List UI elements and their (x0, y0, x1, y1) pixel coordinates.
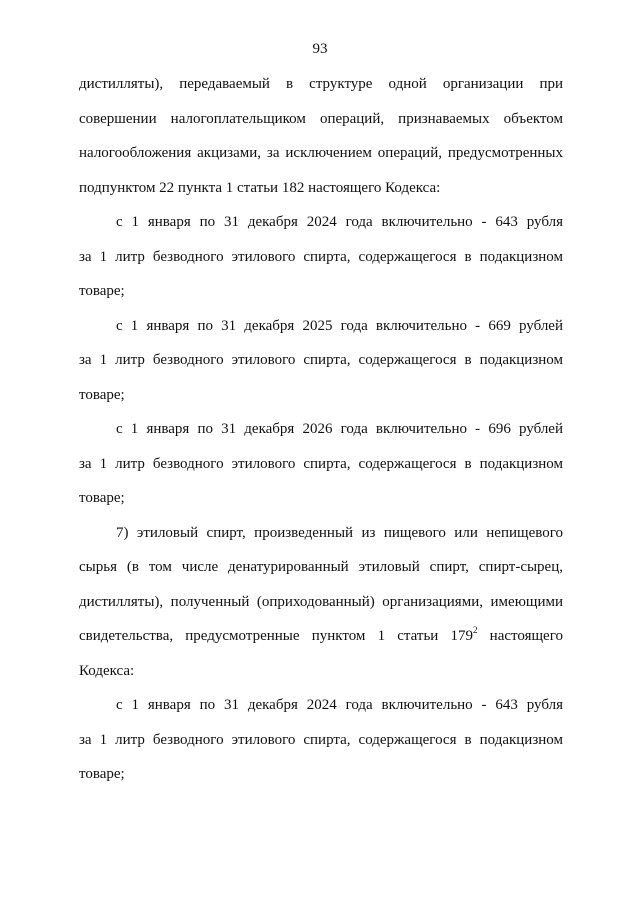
text-line-content: подпунктом 22 пункта 1 статьи 182 настоящего Кодекса: (79, 179, 441, 196)
text-line-content: с 1 января по 31 декабря 2024 года включительно - 643 рубля (116, 214, 563, 230)
text-line (79, 178, 563, 213)
text-line (79, 385, 563, 420)
text-line-content: с 1 января по 31 декабря 2026 года включительно - 696 рублей (116, 421, 563, 437)
text-line (79, 592, 563, 627)
text-line-content: дистилляты), полученный (оприходованный) организациями, имеющими (79, 593, 563, 610)
text-line (79, 419, 563, 454)
text-line-content: товаре; (79, 490, 125, 506)
text-line-content: товаре; (79, 766, 125, 782)
text-line-content: товаре; (79, 283, 125, 299)
text-line-content: за 1 литр безводного этилового спирта, содержащегося в подакцизном (79, 455, 563, 472)
text-line-content: дистилляты), передаваемый в структуре одной организации при (79, 76, 563, 92)
text-line (79, 695, 563, 730)
text-line-content: совершении налогоплательщиком операций, признаваемых объектом (79, 110, 563, 127)
text-line-content: сырья (в том числе денатурированный этиловый спирт, спирт-сырец, (79, 559, 563, 575)
text-line (79, 350, 563, 385)
text-line (79, 109, 563, 144)
text-line-content: за 1 литр безводного этилового спирта, содержащегося в подакцизном (79, 352, 563, 368)
text-line (79, 488, 563, 523)
text-line (79, 281, 563, 316)
document-body (79, 74, 563, 799)
text-line (79, 74, 563, 109)
text-line-content: налогообложения акцизами, за исключением операций, предусмотренных (79, 145, 563, 161)
text-line-content: с 1 января по 31 декабря 2025 года включительно - 669 рублей (116, 317, 563, 334)
text-line (79, 661, 563, 696)
text-line (79, 212, 563, 247)
text-line-content: свидетельства, предусмотренные пунктом 1 статьи 179 (79, 628, 474, 644)
text-line (79, 247, 563, 282)
page-number: 93 (312, 41, 328, 57)
text-line (79, 557, 563, 592)
text-line-content: 7) этиловый спирт, произведенный из пищевого или непищевого (116, 524, 563, 541)
text-line-content: товаре; (79, 386, 125, 403)
superscript: 2 (473, 625, 478, 635)
text-line-content: с 1 января по 31 декабря 2024 года включительно - 643 рубля (116, 697, 563, 713)
text-line (79, 626, 563, 661)
text-line (79, 523, 563, 558)
text-line (79, 764, 563, 799)
text-line-content: за 1 литр безводного этилового спирта, содержащегося в подакцизном (79, 248, 563, 265)
text-line (79, 143, 563, 178)
text-line (79, 730, 563, 765)
text-line-continuation: настоящего (477, 628, 563, 644)
text-line-content: Кодекса: (79, 662, 135, 679)
text-line (79, 316, 563, 351)
text-line (79, 454, 563, 489)
text-line-content: за 1 литр безводного этилового спирта, содержащегося в подакцизном (79, 731, 563, 748)
